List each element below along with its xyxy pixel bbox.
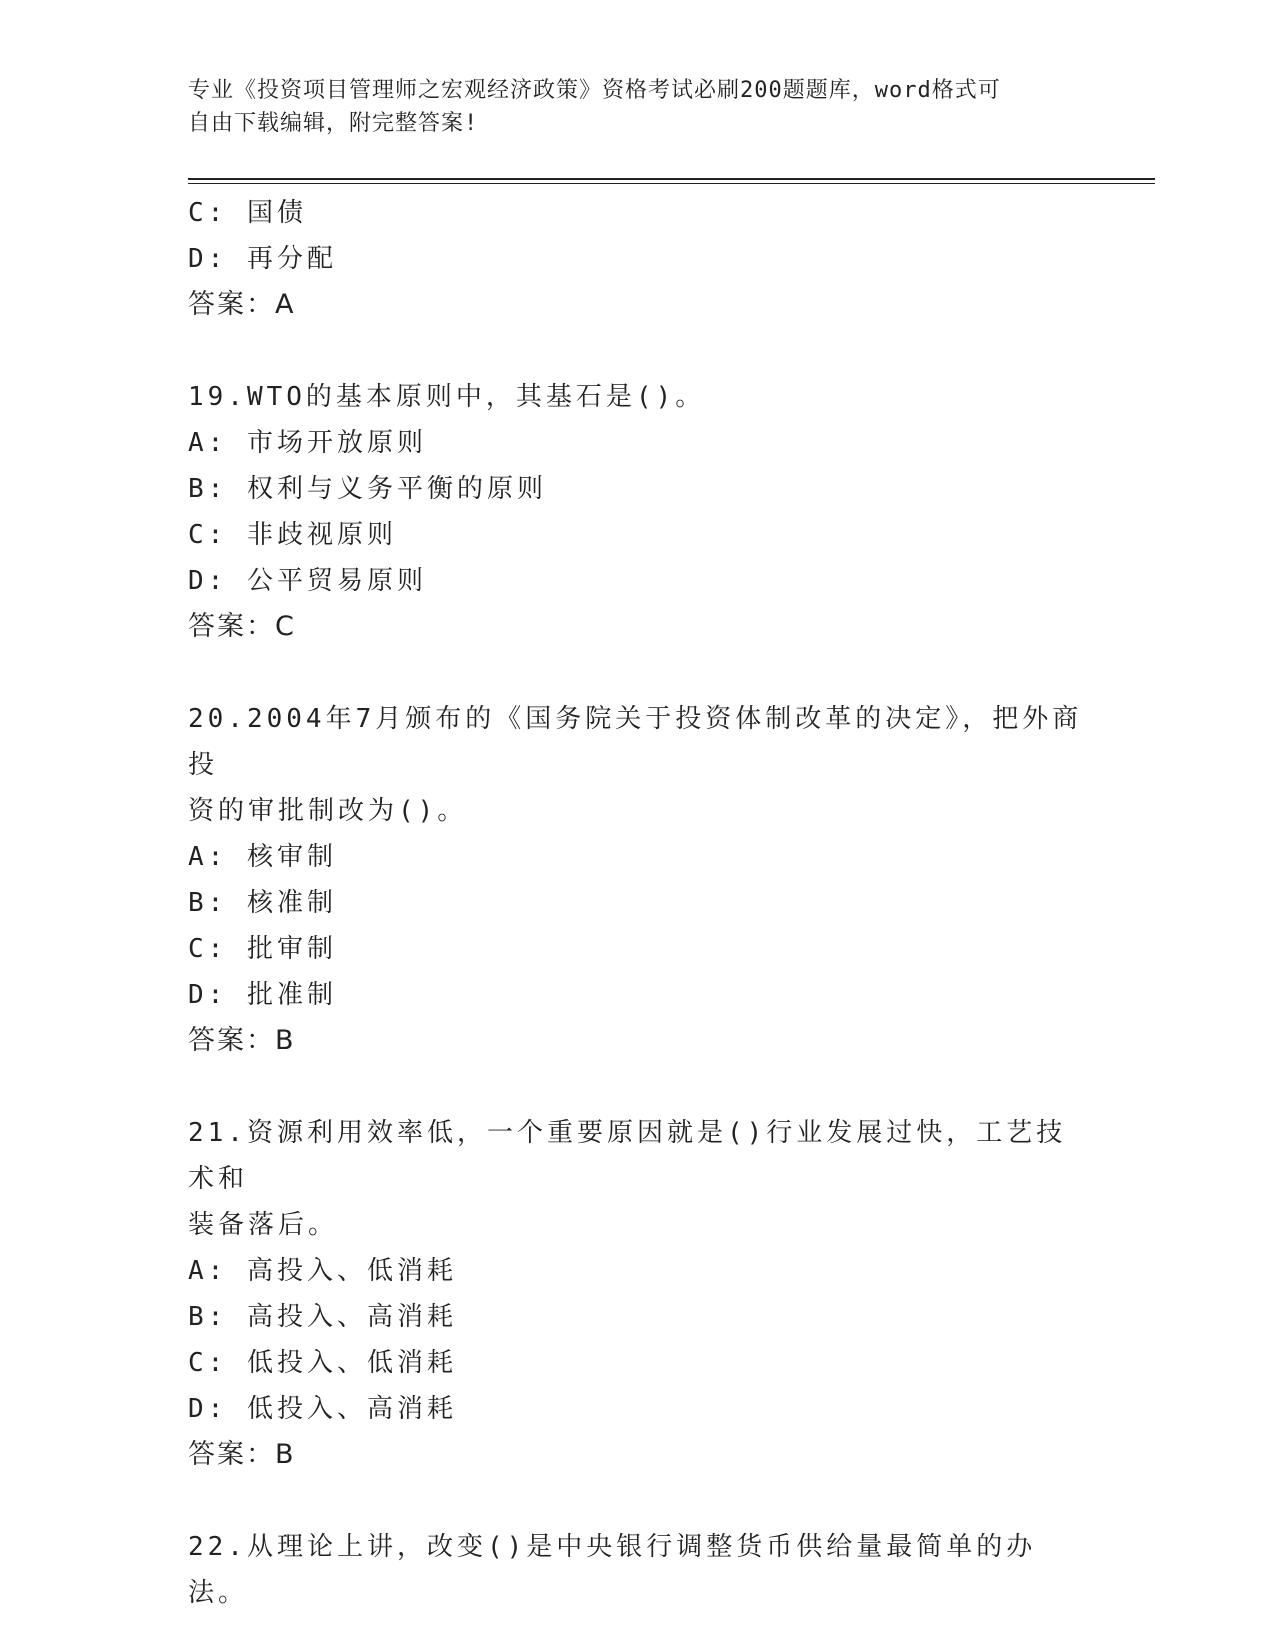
option-d: D: 公平贸易原则 — [188, 566, 427, 596]
question-text: 22.从理论上讲，改变()是中央银行调整货币供给量最简单的办法。 — [188, 1532, 1037, 1608]
answer-label: 答案：C — [188, 611, 296, 642]
question-20 — [188, 696, 1088, 1064]
option-c: C: 批审制 — [188, 934, 337, 964]
question-18-tail — [188, 190, 1088, 328]
spacer — [188, 328, 1088, 374]
option-d: D: 低投入、高消耗 — [188, 1394, 457, 1424]
question-22 — [188, 1524, 1088, 1616]
option-a: A: 高投入、低消耗 — [188, 1256, 457, 1286]
question-text-line-1: 21.资源利用效率低，一个重要原因就是()行业发展过快，工艺技术和 — [188, 1118, 1067, 1194]
question-text-line-2: 资的审批制改为()。 — [188, 796, 468, 826]
question-text-line-1: 20.2004年7月颁布的《国务院关于投资体制改革的决定》，把外商投 — [188, 704, 1083, 780]
option-b: B: 权利与义务平衡的原则 — [188, 474, 547, 504]
answer-label: 答案：A — [188, 289, 296, 320]
option-b: B: 核准制 — [188, 888, 337, 918]
option-c: C: 国债 — [188, 198, 307, 228]
answer-label: 答案：B — [188, 1025, 296, 1056]
header-line-1: 专业《投资项目管理师之宏观经济政策》资格考试必刷200题题库，word格式可 — [188, 78, 1001, 103]
header-rule-thick — [188, 178, 1155, 180]
option-a: A: 市场开放原则 — [188, 428, 427, 458]
spacer — [188, 650, 1088, 696]
page-header — [188, 74, 1088, 140]
answer-label: 答案：B — [188, 1439, 296, 1470]
spacer — [188, 1064, 1088, 1110]
option-b: B: 高投入、高消耗 — [188, 1302, 457, 1332]
option-a: A: 核审制 — [188, 842, 337, 872]
spacer — [188, 1478, 1088, 1524]
option-d: D: 再分配 — [188, 244, 337, 274]
header-rule-thin — [188, 183, 1155, 184]
question-list — [188, 190, 1088, 1616]
question-text: 19.WTO的基本原则中，其基石是()。 — [188, 382, 706, 412]
option-c: C: 非歧视原则 — [188, 520, 397, 550]
option-d: D: 批准制 — [188, 980, 337, 1010]
question-21 — [188, 1110, 1088, 1478]
question-text-line-2: 装备落后。 — [188, 1210, 339, 1240]
option-c: C: 低投入、低消耗 — [188, 1348, 457, 1378]
question-19 — [188, 374, 1088, 650]
header-line-2: 自由下载编辑，附完整答案! — [188, 111, 479, 136]
